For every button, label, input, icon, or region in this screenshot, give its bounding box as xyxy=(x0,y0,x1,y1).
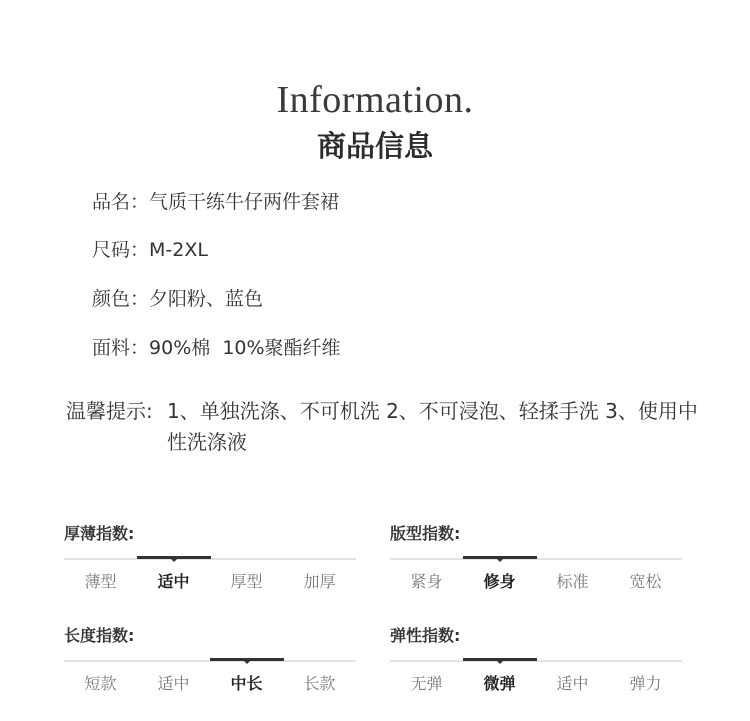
meter-marker xyxy=(463,658,537,661)
title-chinese: 商品信息 xyxy=(316,129,433,163)
info-value: 90%棉 10%聚酯纤维 xyxy=(149,337,341,359)
meter-track xyxy=(64,660,356,662)
meter-track xyxy=(390,660,682,662)
meter-option: 适中 xyxy=(556,674,589,693)
meter-track xyxy=(64,558,356,560)
info-value: 夕阳粉、蓝色 xyxy=(149,288,264,310)
meter-option: 薄型 xyxy=(84,572,117,591)
info-row-color xyxy=(92,284,263,311)
meter-option: 修身 xyxy=(483,572,516,591)
meter-track xyxy=(390,558,682,560)
care-tip xyxy=(66,396,706,458)
meter-option: 无弹 xyxy=(410,674,443,693)
meter-title: 长度指数: xyxy=(64,626,135,645)
info-value: M-2XL xyxy=(149,239,208,261)
title-english: Information. xyxy=(276,79,474,121)
meter-marker xyxy=(463,556,537,559)
meter-option: 长款 xyxy=(303,674,336,693)
meter-option: 中长 xyxy=(230,674,263,693)
info-label: 品名： xyxy=(92,191,150,213)
meter-elasticity xyxy=(390,625,682,694)
meter-option: 弹力 xyxy=(629,674,662,693)
meter-option: 厚型 xyxy=(230,572,263,591)
meter-title: 版型指数: xyxy=(390,524,461,543)
meter-marker xyxy=(137,556,211,559)
meter-option: 宽松 xyxy=(629,572,662,591)
care-tip-label: 温馨提示: xyxy=(66,399,153,423)
care-tip-text: 1、单独洗涤、不可机洗 2、不可浸泡、轻揉手洗 3、使用中性洗涤液 xyxy=(167,399,698,454)
meter-marker xyxy=(210,658,284,661)
info-label: 尺码： xyxy=(92,239,150,261)
meter-title: 厚薄指数: xyxy=(64,524,135,543)
meter-option: 紧身 xyxy=(410,572,443,591)
info-row-fabric xyxy=(92,333,341,360)
info-label: 颜色： xyxy=(92,288,150,310)
meter-length xyxy=(64,625,356,694)
meter-fit xyxy=(390,523,682,592)
meter-option: 适中 xyxy=(157,674,190,693)
meter-option: 标准 xyxy=(556,572,589,591)
info-row-name xyxy=(92,187,339,214)
meter-option: 微弹 xyxy=(483,674,516,693)
info-label: 面料： xyxy=(92,337,150,359)
info-row-size xyxy=(92,235,208,262)
meter-option: 加厚 xyxy=(303,572,336,591)
meter-option: 适中 xyxy=(157,572,190,591)
meter-option: 短款 xyxy=(84,674,117,693)
meter-thickness xyxy=(64,523,356,592)
info-value: 气质干练牛仔两件套裙 xyxy=(149,191,340,213)
meter-title: 弹性指数: xyxy=(390,626,461,645)
